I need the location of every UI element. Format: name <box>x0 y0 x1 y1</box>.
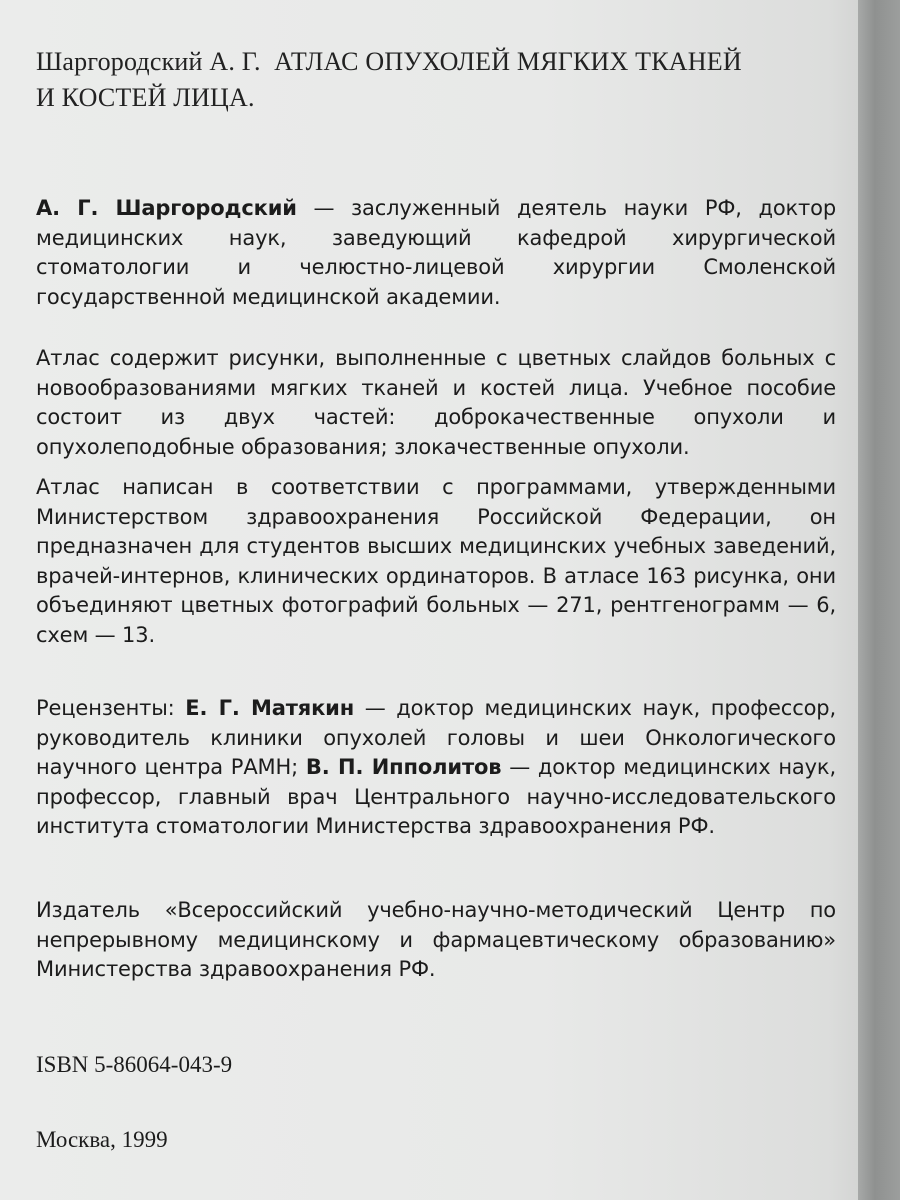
description-paragraph-1: Атлас содержит рисунки, выполненные с цветных слайдов больных с новообразованиями мягких тканей и костей лица. Учебное пособие состоит из двух частей: доброкачественные опухоли и опухолеподобные образования; злокачественные опухоли. <box>36 346 836 459</box>
book-title <box>36 44 836 116</box>
author-name: А. Г. Шаргородский <box>36 196 297 220</box>
author-bio <box>36 194 836 312</box>
city-year: Москва, 1999 <box>36 1127 168 1152</box>
title-name-line2: И КОСТЕЙ ЛИЦА. <box>36 83 255 112</box>
reviewer-2-name: В. П. Ипполитов <box>305 755 502 779</box>
isbn-number: ISBN 5-86064-043-9 <box>36 1052 233 1077</box>
author-bio-text: — заслуженный деятель науки РФ, доктор медицинских наук, заведующий кафедрой хирургической стоматологии и челюстно-лицевой хирургии Смоленской государственной медицинской академии. <box>36 196 837 309</box>
publisher-info: Издатель «Всероссийский учебно-научно-методический Центр по непрерывному медицинскому и фармацевтическому образованию» Министерства здравоохранения РФ. <box>36 898 836 981</box>
book-edge-shadow <box>858 0 900 1200</box>
reviewer-2-text: — доктор медицинских наук, профессор, главный врач Центрального научно-исследовательского института стоматологии Министерства здравоохранения РФ. <box>36 755 836 838</box>
reviewers-label: Рецензенты: <box>36 696 186 720</box>
reviewer-1-name: Е. Г. Матякин <box>185 696 355 720</box>
description-paragraph-2: Атлас написан в соответствии с программами, утвержденными Министерством здравоохранения Российской Федерации, он предназначен для студентов высших медицинских учебных заведений, врачей-интернов, клинических ординаторов. В атласе 163 рисунка, они объединяют цветных фотографий больных — 271, рентгенограмм — 6, схем — 13. <box>36 475 836 647</box>
title-name-line1: АТЛАС ОПУХОЛЕЙ МЯГКИХ ТКАНЕЙ <box>274 47 742 76</box>
reviewer-1-text: — доктор медицинских наук, профессор, руководитель клиники опухолей головы и шеи Онкологического научного центра РАМН; <box>36 696 836 779</box>
title-author: Шаргородский А. Г. <box>36 47 261 76</box>
reviewers-block <box>36 694 836 842</box>
